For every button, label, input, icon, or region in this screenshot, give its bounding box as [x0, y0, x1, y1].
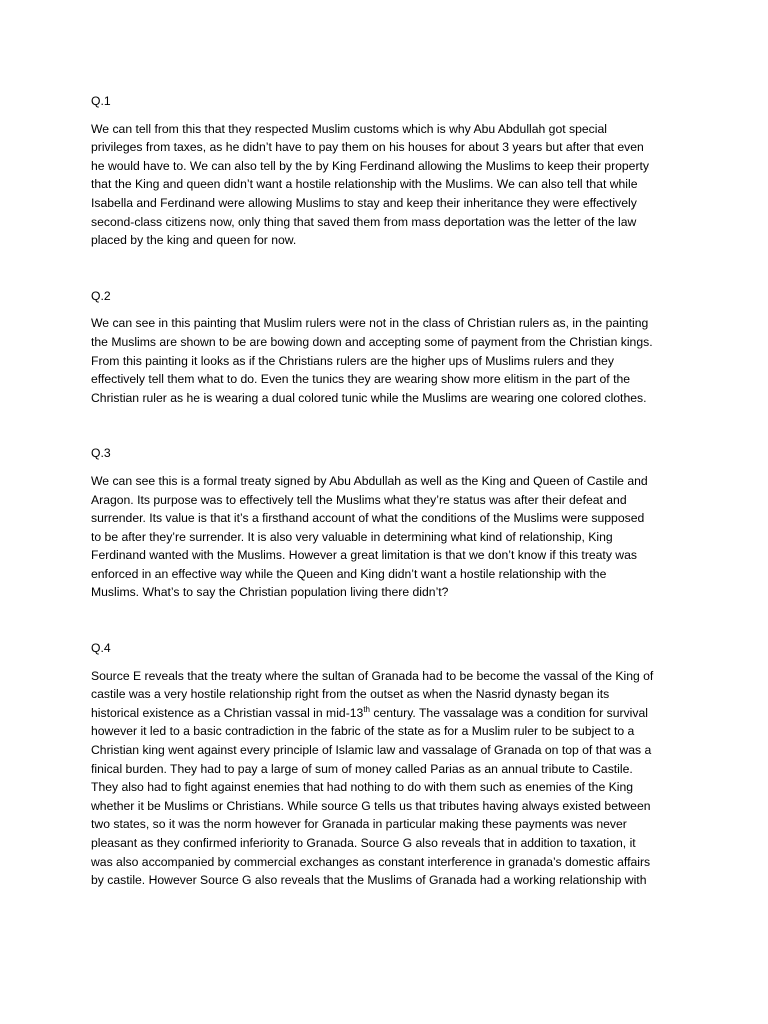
text-line: effectively tell them what to do. Even the tunics they are wearing show more elitism in the part of the [91, 372, 631, 387]
text-line: surrender. Its value is that it’s a firsthand account of what the conditions of the Muslims were supposed [91, 511, 645, 526]
text-line: by castile. However Source G also reveals that the Muslims of Granada had a working relationship with [91, 873, 647, 888]
text-line: privileges from taxes, as he didn’t have to pay them on his houses for about 3 years but after that even [91, 140, 644, 155]
text-line: They also had to fight against enemies that had nothing to do with them such as enemies of the King [91, 780, 634, 795]
ordinal-superscript: th [363, 704, 370, 714]
text-line: that the King and queen didn’t want a hostile relationship with the Muslims. We can also tell that while [91, 177, 638, 192]
question-4-section [91, 639, 681, 890]
text-line: finical burden. They had to pay a large of sum of money called Parias as an annual tribute to Castile. [91, 761, 633, 776]
question-4-answer [91, 667, 681, 890]
text-line-start: historical existence as a Christian vassal in mid-13 [91, 705, 364, 720]
text-line: Ferdinand wanted with the Muslims. However a great limitation is that we don’t know if this treaty was [91, 548, 637, 563]
question-2-answer [91, 314, 681, 407]
text-line: two states, so it was the norm however for Granada in particular making these payments was never [91, 817, 627, 832]
text-line: whether it be Muslims or Christians. While source G tells us that tributes having always existed between [91, 798, 651, 813]
text-line: Aragon. Its purpose was to effectively tell the Muslims what they’re status was after their defeat and [91, 492, 627, 507]
text-line: the Muslims are shown to be are bowing down and accepting some of payment from the Christian kings. [91, 334, 653, 349]
question-2-section [91, 287, 681, 408]
text-line: Source E reveals that the treaty where the sultan of Granada had to be become the vassal of the King of [91, 668, 654, 683]
document-body [91, 92, 681, 927]
text-line: was also accompanied by commercial exchanges as constant interference in granada’s domestic affairs [91, 854, 651, 869]
text-line: From this painting it looks as if the Christians rulers are the higher ups of Muslims rulers and they [91, 353, 614, 368]
question-3-section [91, 444, 681, 602]
question-3-answer [91, 472, 681, 602]
text-line: We can see this is a formal treaty signed by Abu Abdullah as well as the King and Queen of Castile and [91, 473, 648, 488]
text-line: he would have to. We can also tell by the by King Ferdinand allowing the Muslims to keep their property [91, 158, 649, 173]
question-1-heading: Q.1 [91, 94, 111, 108]
question-2-heading: Q.2 [91, 288, 111, 303]
text-line: placed by the king and queen for now. [91, 233, 297, 248]
text-line: pleasant as they confirmed inferiority to Granada. Source G also reveals that in addition to taxation, it [91, 836, 636, 850]
text-line: however it led to a basic contradiction in the fabric of the state as for a Muslim ruler to be subject to a [91, 724, 635, 739]
text-line: Isabella and Ferdinand were allowing Muslims to stay and keep their inheritance they were effectively [91, 195, 637, 210]
question-1-section [91, 92, 681, 250]
text-line-end: century. The vassalage was a condition for survival [369, 705, 648, 720]
question-3-heading: Q.3 [91, 446, 111, 461]
text-line: castile was a very hostile relationship right from the outset as when the Nasrid dynasty began its [91, 687, 610, 702]
text-line: We can tell from this that they respected Muslim customs which is why Abu Abdullah got special [91, 121, 607, 136]
text-line-with-superscript [91, 704, 681, 723]
text-line: Muslims. What’s to say the Christian population living there didn’t? [91, 585, 449, 600]
text-line: Christian king went against every principle of Islamic law and vassalage of Granada on top of that was a [91, 743, 652, 758]
text-line: second-class citizens now, only thing that saved them from mass deportation was the letter of the law [91, 214, 637, 229]
question-1-answer [91, 120, 681, 250]
text-line: enforced in an effective way while the Queen and King didn’t want a hostile relationship with the [91, 566, 607, 581]
text-line: We can see in this painting that Muslim rulers were not in the class of Christian rulers as, in the painting [91, 316, 649, 331]
text-line: Christian ruler as he is wearing a dual colored tunic while the Muslims are wearing one colored clothes. [91, 390, 647, 405]
question-4-heading: Q.4 [91, 641, 111, 656]
text-line: to be after they’re surrender. It is also very valuable in determining what kind of relationship, King [91, 529, 613, 544]
